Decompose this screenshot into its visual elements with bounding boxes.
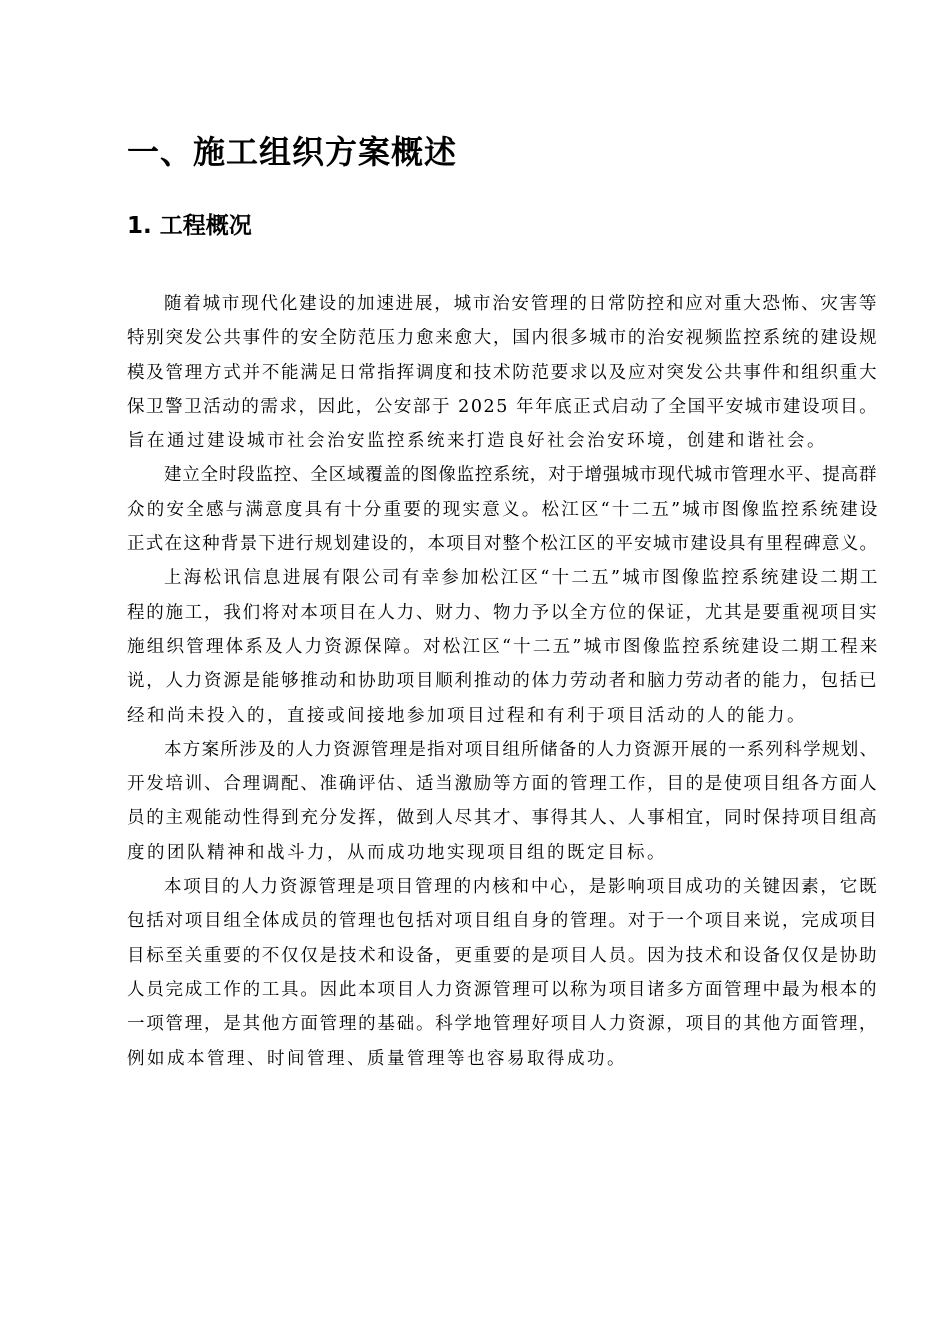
- paragraph-line: 度的团队精神和战斗力，从而成功地实现项目组的既定目标。: [127, 842, 667, 863]
- paragraph-first-line: 上海松讯信息进展有限公司有幸参加松江区“十二五”城市图像监控系统建设二期工: [164, 568, 880, 589]
- paragraph-line: 正式在这种背景下进行规划建设的，本项目对整个松江区的平安城市建设具有里程碑意义。: [127, 534, 879, 555]
- paragraph-line: 旨在通过建设城市社会治安监控系统来打造良好社会治安环境，创建和谐社会。: [127, 431, 827, 452]
- paragraph-line: 施组织管理体系及人力资源保障。对松江区“十二五”城市图像监控系统建设二期工程来: [127, 636, 880, 657]
- paragraph-line: 特别突发公共事件的安全防范压力愈来愈大，国内很多城市的治安视频监控系统的建设规: [127, 328, 879, 349]
- paragraph-first-line: 本方案所涉及的人力资源管理是指对项目组所储备的人力资源开展的一系列科学规划、: [164, 739, 879, 760]
- paragraph-line: 例如成本管理、时间管理、质量管理等也容易取得成功。: [127, 1048, 627, 1069]
- paragraph-line: 经和尚未投入的，直接或间接地参加项目过程和有利于项目活动的人的能力。: [127, 705, 807, 726]
- paragraph-line: 开发培训、合理调配、准确评估、适当激励等方面的管理工作，目的是使项目组各方面人: [127, 774, 879, 795]
- paragraph-line: 说，人力资源是能够推动和协助项目顺利推动的体力劳动者和脑力劳动者的能力，包括已: [127, 671, 879, 692]
- paragraph-first-line: 建立全时段监控、全区域覆盖的图像监控系统，对于增强城市现代城市管理水平、提高群: [164, 465, 878, 486]
- body-text: [127, 287, 880, 1076]
- paragraph-line: 程的施工，我们将对本项目在人力、财力、物力予以全方位的保证，尤其是要重视项目实: [127, 602, 879, 623]
- paragraph-line: 众的安全感与满意度具有十分重要的现实意义。松江区“十二五”城市图像监控系统建设: [127, 499, 880, 520]
- paragraph-first-line: 本项目的人力资源管理是项目管理的内核和中心，是影响项目成功的关键因素，它既: [164, 877, 879, 898]
- subsection-heading: 1. 工程概况: [127, 213, 252, 239]
- paragraph-line: 保卫警卫活动的需求，因此，公安部于 2025 年年底正式启动了全国平安城市建设项目。: [127, 396, 879, 417]
- paragraph-line: 员的主观能动性得到充分发挥，做到人尽其才、事得其人、人事相宜，同时保持项目组高: [127, 808, 879, 829]
- section-heading: 一、施工组织方案概述: [127, 133, 458, 171]
- paragraph-line: 目标至关重要的不仅仅是技术和设备，更重要的是项目人员。因为技术和设备仅仅是协助: [127, 945, 879, 966]
- paragraph-line: 包括对项目组全体成员的管理也包括对项目组自身的管理。对于一个项目来说，完成项目: [127, 911, 879, 932]
- paragraph-line: 一项管理，是其他方面管理的基础。科学地管理好项目人力资源，项目的其他方面管理，: [127, 1014, 879, 1035]
- paragraph-line: 人员完成工作的工具。因此本项目人力资源管理可以称为项目诸多方面管理中最为根本的: [127, 979, 879, 1000]
- paragraph-line: 模及管理方式并不能满足日常指挥调度和技术防范要求以及应对突发公共事件和组织重大: [127, 362, 879, 383]
- paragraph-first-line: 随着城市现代化建设的加速进展，城市治安管理的日常防控和应对重大恐怖、灾害等: [164, 294, 879, 314]
